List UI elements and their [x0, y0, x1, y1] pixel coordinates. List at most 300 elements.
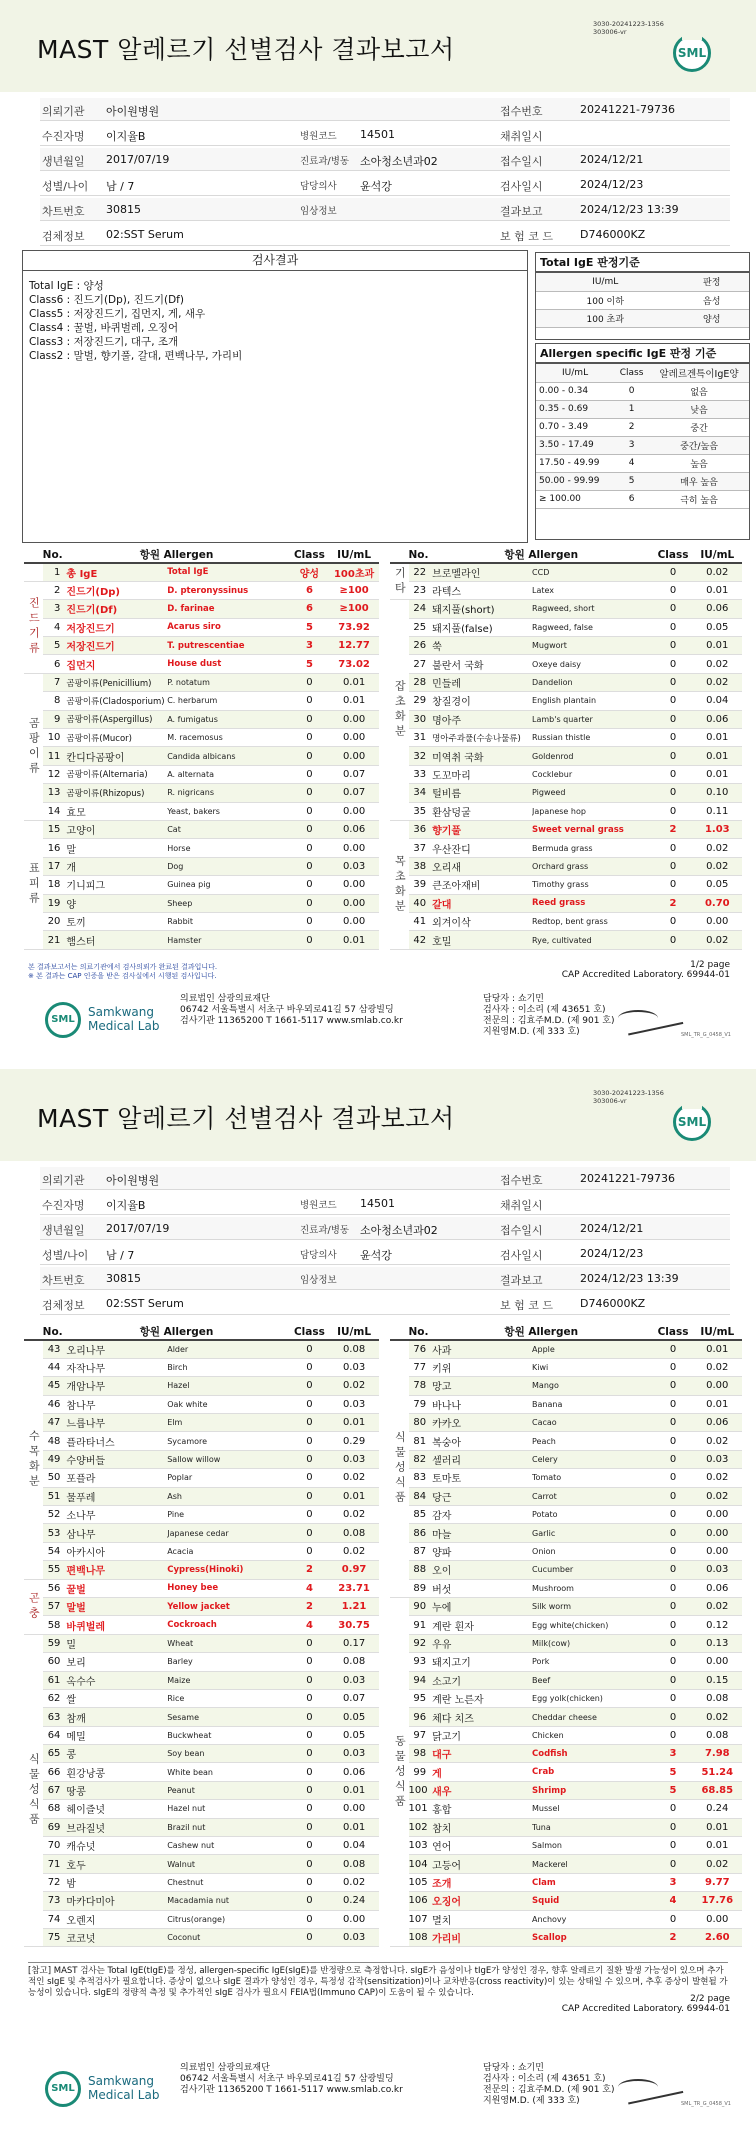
- allergen-name-en: Sheep: [167, 894, 289, 912]
- allergen-row: [390, 1689, 742, 1707]
- allergen-class: 5: [290, 618, 329, 636]
- allergen-name-en: Hamster: [167, 931, 289, 949]
- header-spacer: [390, 547, 409, 563]
- allergen-name-ko: 라텍스: [429, 581, 532, 599]
- page-number: 1/2 page CAP Accredited Laboratory. 69944-01: [561, 960, 730, 980]
- allergen-name-ko: 토끼: [63, 912, 167, 930]
- allergen-no: 85: [409, 1506, 430, 1524]
- allergen-class: 0: [290, 894, 329, 912]
- allergen-name-ko: 오렌지: [63, 1910, 167, 1928]
- info-value: 14501: [360, 128, 395, 141]
- allergen-class: 0: [653, 563, 692, 581]
- group-label: 동물성식품: [390, 1597, 409, 1946]
- info-value: 소아청소년과02: [360, 1224, 438, 1237]
- allergen-name-ko: 저장진드기: [63, 637, 167, 655]
- info-label: 접수번호: [500, 105, 543, 118]
- allergen-row: [390, 1432, 742, 1450]
- allergen-iu: 0.02: [693, 857, 742, 875]
- allergen-class: 0: [653, 1726, 692, 1744]
- allergen-class: 0: [290, 876, 329, 894]
- allergen-row: [24, 600, 379, 618]
- allergen-row: [390, 1377, 742, 1395]
- info-value: 2024/12/23: [580, 1247, 644, 1260]
- allergen-iu: 0.05: [693, 876, 742, 894]
- allergen-no: 43: [43, 1340, 64, 1358]
- allergen-name-ko: 보리: [63, 1653, 167, 1671]
- allergen-row: [390, 1542, 742, 1560]
- document-number: 3030-20241223-1356 303006-vr: [593, 20, 664, 36]
- signature-stroke: [618, 1010, 658, 1026]
- info-label: 접수번호: [500, 1174, 543, 1187]
- allergen-class: 0: [290, 1340, 329, 1358]
- allergen-iu: 1.03: [693, 820, 742, 838]
- allergen-name-en: Scallop: [532, 1929, 653, 1947]
- allergen-name-ko: 꿀벌: [63, 1579, 167, 1597]
- info-value: 윤석강: [360, 180, 392, 193]
- allergen-row: [390, 692, 742, 710]
- info-label: 보 험 코 드: [500, 1299, 553, 1312]
- allergen-name-en: Onion: [532, 1542, 653, 1560]
- info-label: 차트번호: [42, 1274, 85, 1287]
- allergen-class: 0: [653, 1542, 692, 1560]
- total-ige-criteria: [535, 252, 750, 340]
- criteria-cell: 0.35 - 0.69: [536, 400, 614, 418]
- info-value: 아이원병원: [106, 1174, 160, 1187]
- allergen-name-en: Anchovy: [532, 1910, 653, 1928]
- allergen-no: 84: [409, 1487, 430, 1505]
- allergen-name-en: Banana: [532, 1395, 653, 1413]
- allergen-iu: 0.01: [693, 637, 742, 655]
- allergen-name-ko: 개암나무: [63, 1377, 167, 1395]
- info-row: [40, 1242, 730, 1265]
- allergen-name-en: Chicken: [532, 1726, 653, 1744]
- info-label: 접수일시: [500, 1224, 543, 1237]
- allergen-class: 6: [290, 600, 329, 618]
- allergen-no: 2: [43, 581, 64, 599]
- result-text: Total IgE : 양성 Class6 : 진드기(Dp), 진드기(Df) Class5 : 저장진드기, 집먼지, 게, 새우 Class4 : 꿀벌, 바퀴벌레, 오징어 Class3 : 저장진드기, 대구, 조개 Class2 : 말벌, 향기풀, 갈대, 편백나무, 가리비: [29, 280, 243, 362]
- allergen-name-ko: 소고기: [429, 1671, 532, 1689]
- allergen-row: [24, 729, 379, 747]
- allergen-no: 33: [409, 765, 430, 783]
- allergen-name-en: Cheddar cheese: [532, 1708, 653, 1726]
- allergen-class: 0: [653, 747, 692, 765]
- allergen-iu: 0.06: [693, 710, 742, 728]
- allergen-name-en: Macadamia nut: [167, 1892, 289, 1910]
- allergen-name-ko: 사과: [429, 1340, 532, 1358]
- allergen-name-en: Dog: [167, 857, 289, 875]
- allergen-no: 27: [409, 655, 430, 673]
- allergen-name-ko: 갈대: [429, 894, 532, 912]
- info-label: 검사일시: [500, 1249, 543, 1262]
- allergen-iu: 0.02: [693, 1432, 742, 1450]
- allergen-iu: 0.97: [329, 1561, 379, 1579]
- allergen-no: 41: [409, 912, 430, 930]
- allergen-iu: 0.02: [693, 1487, 742, 1505]
- allergen-row: [24, 1910, 379, 1928]
- allergen-name-en: T. putrescentiae: [167, 637, 289, 655]
- allergen-row: [390, 1506, 742, 1524]
- allergen-name-en: Mugwort: [532, 637, 653, 655]
- allergen-name-en: Cockroach: [167, 1616, 289, 1634]
- allergen-iu: 0.00: [329, 1800, 379, 1818]
- allergen-iu: 0.00: [693, 1910, 742, 1928]
- allergen-iu: 0.03: [329, 1671, 379, 1689]
- allergen-name-en: Yellow jacket: [167, 1597, 289, 1615]
- info-value: 2024/12/23 13:39: [580, 203, 679, 216]
- allergen-name-ko: 아카시아: [63, 1542, 167, 1560]
- allergen-iu: 0.03: [329, 1358, 379, 1376]
- allergen-no: 57: [43, 1597, 64, 1615]
- allergen-no: 39: [409, 876, 430, 894]
- info-value: 14501: [360, 1197, 395, 1210]
- allergen-name-ko: 호두: [63, 1855, 167, 1873]
- allergen-name-en: Kiwi: [532, 1358, 653, 1376]
- lab-name: Samkwang Medical Lab: [88, 2074, 160, 2102]
- allergen-class: 0: [290, 1653, 329, 1671]
- allergen-name-en: Pork: [532, 1653, 653, 1671]
- allergen-iu: 23.71: [329, 1579, 379, 1597]
- allergen-class: 0: [290, 1395, 329, 1413]
- info-value: 20241221-79736: [580, 1172, 675, 1185]
- allergen-name-en: Total IgE: [167, 563, 289, 581]
- allergen-name-ko: 말벌: [63, 1597, 167, 1615]
- allergen-row: [390, 563, 742, 581]
- allergen-name-en: Guinea pig: [167, 876, 289, 894]
- allergen-no: 20: [43, 912, 64, 930]
- header-iu: IU/mL: [693, 547, 742, 563]
- header-spacer: [390, 1324, 409, 1340]
- allergen-name-ko: 삼나무: [63, 1524, 167, 1542]
- allergen-no: 70: [43, 1837, 64, 1855]
- allergen-class: 0: [290, 931, 329, 949]
- allergen-no: 88: [409, 1561, 430, 1579]
- criteria-cell: 높음: [649, 454, 749, 472]
- group-label: 진드기류: [24, 581, 43, 673]
- allergen-table-right: [390, 1324, 742, 1947]
- allergen-class: 0: [290, 1929, 329, 1947]
- info-label: 임상정보: [300, 206, 337, 217]
- allergen-name-ko: 메밀: [63, 1726, 167, 1744]
- criteria-cell: 매우 높음: [649, 472, 749, 490]
- info-row: [40, 123, 730, 146]
- allergen-class: 0: [653, 784, 692, 802]
- allergen-class: 0: [653, 1450, 692, 1468]
- group-label: 잡초화분: [390, 600, 409, 821]
- allergen-no: 89: [409, 1579, 430, 1597]
- allergen-name-ko: 고등어: [429, 1855, 532, 1873]
- allergen-name-en: English plantain: [532, 692, 653, 710]
- allergen-iu: 0.03: [329, 1929, 379, 1947]
- allergen-iu: 30.75: [329, 1616, 379, 1634]
- allergen-no: 47: [43, 1414, 64, 1432]
- allergen-no: 73: [43, 1892, 64, 1910]
- allergen-no: 21: [43, 931, 64, 949]
- allergen-row: [24, 1561, 379, 1579]
- allergen-name-ko: 오리나무: [63, 1340, 167, 1358]
- allergen-class: 0: [290, 673, 329, 691]
- allergen-class: 4: [290, 1616, 329, 1634]
- allergen-no: 23: [409, 581, 430, 599]
- allergen-no: 105: [409, 1873, 430, 1891]
- allergen-name-ko: 쑥: [429, 637, 532, 655]
- info-label: 접수일시: [500, 155, 543, 168]
- allergen-row: [390, 1450, 742, 1468]
- allergen-row: [390, 1855, 742, 1873]
- header-iu: IU/mL: [693, 1324, 742, 1340]
- info-value: 이지율B: [106, 1199, 146, 1212]
- allergen-iu: 1.21: [329, 1597, 379, 1615]
- allergen-class: 0: [653, 1524, 692, 1542]
- info-label: 의뢰기관: [42, 1174, 85, 1187]
- allergen-iu: 9.77: [693, 1873, 742, 1891]
- allergen-class: 0: [653, 802, 692, 820]
- allergen-row: [24, 692, 379, 710]
- allergen-iu: 0.02: [329, 1506, 379, 1524]
- header-class: Class: [653, 1324, 692, 1340]
- criteria-header: Class: [614, 364, 649, 382]
- allergen-no: 30: [409, 710, 430, 728]
- allergen-class: 0: [653, 1837, 692, 1855]
- allergen-class: 0: [653, 1340, 692, 1358]
- allergen-name-ko: 향기풀: [429, 820, 532, 838]
- group-label: 수목화분: [24, 1340, 43, 1579]
- allergen-iu: 0.02: [693, 1708, 742, 1726]
- allergen-no: 34: [409, 784, 430, 802]
- allergen-class: 0: [653, 1506, 692, 1524]
- allergen-iu: 0.01: [693, 1818, 742, 1836]
- allergen-row: [390, 1561, 742, 1579]
- allergen-name-ko: 밀: [63, 1634, 167, 1652]
- allergen-iu: 0.02: [693, 655, 742, 673]
- criteria-cell: 0.00 - 0.34: [536, 382, 614, 400]
- allergen-name-en: Acarus siro: [167, 618, 289, 636]
- allergen-name-en: Ash: [167, 1487, 289, 1505]
- criteria-cell: 0.70 - 3.49: [536, 418, 614, 436]
- allergen-row: [24, 618, 379, 636]
- allergen-iu: 0.02: [693, 839, 742, 857]
- lab-address: 의료법인 삼광의료재단 06742 서울특별시 서초구 바우뫼로41길 57 삼광빌딩 검사기관 11365200 T 1661-5117 www.smlab.co.kr: [180, 994, 403, 1026]
- allergen-class: 0: [290, 1414, 329, 1432]
- allergen-name-ko: 땅콩: [63, 1781, 167, 1799]
- allergen-class: 5: [653, 1763, 692, 1781]
- allergen-class: 0: [653, 1579, 692, 1597]
- sml-logo: SML: [673, 1103, 711, 1141]
- info-label: 검체정보: [42, 1299, 85, 1312]
- allergen-iu: 0.01: [329, 1414, 379, 1432]
- allergen-name-en: House dust: [167, 655, 289, 673]
- allergen-name-ko: 돼지풀(short): [429, 600, 532, 618]
- allergen-iu: 0.03: [693, 1450, 742, 1468]
- allergen-class: 0: [653, 1818, 692, 1836]
- report-title: MAST 알레르기 선별검사 결과보고서: [37, 1104, 455, 1133]
- allergen-name-en: Rabbit: [167, 912, 289, 930]
- allergen-iu: 0.05: [329, 1708, 379, 1726]
- allergen-name-en: Soy bean: [167, 1745, 289, 1763]
- allergen-iu: 12.77: [329, 637, 379, 655]
- info-label: 검사일시: [500, 180, 543, 193]
- allergen-name-en: Goldenrod: [532, 747, 653, 765]
- allergen-class: 0: [653, 839, 692, 857]
- allergen-name-en: CCD: [532, 563, 653, 581]
- allergen-class: 0: [290, 1818, 329, 1836]
- allergen-name-ko: 큰조아재비: [429, 876, 532, 894]
- allergen-iu: 0.06: [693, 1579, 742, 1597]
- allergen-name-ko: 쌀: [63, 1689, 167, 1707]
- allergen-iu: 0.29: [329, 1432, 379, 1450]
- allergen-row: [390, 820, 742, 838]
- allergen-iu: 0.03: [329, 1450, 379, 1468]
- allergen-no: 24: [409, 600, 430, 618]
- allergen-name-en: Egg yolk(chicken): [532, 1689, 653, 1707]
- allergen-class: 0: [290, 912, 329, 930]
- criteria-cell: ≥ 100.00: [536, 490, 614, 508]
- allergen-name-ko: 브로멜라인: [429, 563, 532, 581]
- allergen-name-en: Cacao: [532, 1414, 653, 1432]
- allergen-name-ko: 칸디다곰팡이: [63, 747, 167, 765]
- allergen-row: [24, 581, 379, 599]
- allergen-no: 56: [43, 1579, 64, 1597]
- allergen-class: 0: [290, 1763, 329, 1781]
- allergen-name-en: Hazel: [167, 1377, 289, 1395]
- allergen-row: [24, 710, 379, 728]
- report-page-2: [0, 1069, 756, 2138]
- allergen-class: 0: [653, 912, 692, 930]
- info-row: [40, 198, 730, 221]
- allergen-row: [24, 839, 379, 857]
- allergen-name-ko: 헤이즐넛: [63, 1800, 167, 1818]
- allergen-no: 77: [409, 1358, 430, 1376]
- allergen-name-en: Apple: [532, 1340, 653, 1358]
- form-code: SML_TR_G_0458_V1: [680, 2101, 731, 2107]
- allergen-name-ko: 창질경이: [429, 692, 532, 710]
- allergen-name-ko: 자작나무: [63, 1358, 167, 1376]
- allergen-row: [24, 1892, 379, 1910]
- allergen-row: [390, 784, 742, 802]
- info-value: D746000KZ: [580, 1297, 646, 1310]
- allergen-row: [390, 581, 742, 599]
- allergen-class: 0: [290, 1726, 329, 1744]
- allergen-name-en: Mushroom: [532, 1579, 653, 1597]
- allergen-name-ko: 저장진드기: [63, 618, 167, 636]
- allergen-row: [390, 618, 742, 636]
- allergen-iu: 0.00: [693, 912, 742, 930]
- header-no: No.: [409, 1324, 430, 1340]
- allergen-no: 101: [409, 1800, 430, 1818]
- allergen-name-ko: 플라타너스: [63, 1432, 167, 1450]
- allergen-name-ko: 느릅나무: [63, 1414, 167, 1432]
- allergen-row: [24, 1340, 379, 1358]
- allergen-class: 0: [290, 729, 329, 747]
- allergen-name-ko: 오이: [429, 1561, 532, 1579]
- header-class: Class: [290, 547, 329, 563]
- info-label: 보 험 코 드: [500, 230, 553, 243]
- allergen-name-ko: 조개: [429, 1873, 532, 1891]
- allergen-no: 58: [43, 1616, 64, 1634]
- allergen-row: [24, 857, 379, 875]
- allergen-no: 48: [43, 1432, 64, 1450]
- allergen-no: 61: [43, 1671, 64, 1689]
- allergen-iu: 0.02: [693, 1358, 742, 1376]
- info-label: 진료과/병동: [300, 1225, 350, 1236]
- info-label: 결과보고: [500, 1274, 543, 1287]
- allergen-name-ko: 브라질넛: [63, 1818, 167, 1836]
- allergen-class: 0: [653, 1358, 692, 1376]
- allergen-iu: 0.03: [693, 1561, 742, 1579]
- allergen-name-en: Garlic: [532, 1524, 653, 1542]
- allergen-class: 3: [653, 1873, 692, 1891]
- allergen-name-ko: 물푸레: [63, 1487, 167, 1505]
- allergen-name-en: Tomato: [532, 1469, 653, 1487]
- allergen-row: [24, 1929, 379, 1947]
- allergen-name-en: C. herbarum: [167, 692, 289, 710]
- allergen-row: [390, 1910, 742, 1928]
- allergen-no: 80: [409, 1414, 430, 1432]
- allergen-name-ko: 밤: [63, 1873, 167, 1891]
- allergen-class: 0: [290, 1708, 329, 1726]
- info-label: 생년월일: [42, 155, 85, 168]
- allergen-row: [24, 931, 379, 949]
- allergen-name-ko: 편백나무: [63, 1561, 167, 1579]
- group-label: 표피류: [24, 820, 43, 949]
- allergen-iu: 0.02: [693, 563, 742, 581]
- allergen-name-en: Rye, cultivated: [532, 931, 653, 949]
- allergen-name-ko: 진드기(Dp): [63, 581, 167, 599]
- allergen-iu: 68.85: [693, 1781, 742, 1799]
- allergen-name-ko: 망고: [429, 1377, 532, 1395]
- allergen-name-en: Sallow willow: [167, 1450, 289, 1468]
- allergen-class: 0: [290, 1781, 329, 1799]
- allergen-row: [390, 839, 742, 857]
- allergen-row: [390, 1745, 742, 1763]
- lab-note: 본 결과보고서는 의료기관에서 검사의뢰가 완료된 결과입니다. ※ 본 결과는 CAP 인증을 받은 검사실에서 시행된 검사입니다.: [28, 963, 218, 980]
- allergen-iu: 0.04: [329, 1837, 379, 1855]
- allergen-row: [24, 1487, 379, 1505]
- info-label: 의뢰기관: [42, 105, 85, 118]
- group-label: 식물성식품: [390, 1340, 409, 1597]
- allergen-name-en: P. notatum: [167, 673, 289, 691]
- info-row: [40, 1167, 730, 1190]
- allergen-class: 0: [653, 581, 692, 599]
- allergen-no: 59: [43, 1634, 64, 1652]
- allergen-iu: 0.03: [329, 1745, 379, 1763]
- document-number: 3030-20241223-1356 303006-vr: [593, 1089, 664, 1105]
- allergen-iu: 0.01: [329, 1781, 379, 1799]
- allergen-no: 98: [409, 1745, 430, 1763]
- allergen-class: 0: [290, 802, 329, 820]
- allergen-table-left: [24, 547, 379, 950]
- info-value: 02:SST Serum: [106, 1297, 184, 1310]
- allergen-name-ko: 집먼지: [63, 655, 167, 673]
- allergen-iu: 0.00: [329, 802, 379, 820]
- allergen-class: 0: [290, 1837, 329, 1855]
- criteria-header: IU/mL: [536, 364, 614, 382]
- allergen-row: [390, 655, 742, 673]
- specific-ige-table: [536, 364, 749, 509]
- allergen-class: 0: [290, 1873, 329, 1891]
- allergen-name-en: Squid: [532, 1892, 653, 1910]
- info-label: 임상정보: [300, 1275, 337, 1286]
- allergen-name-ko: 효모: [63, 802, 167, 820]
- criteria-cell: 3: [614, 436, 649, 454]
- allergen-row: [24, 1763, 379, 1781]
- specific-ige-title: Allergen specific IgE 판정 기준: [536, 344, 749, 364]
- allergen-name-ko: 토마토: [429, 1469, 532, 1487]
- allergen-name-en: Poplar: [167, 1469, 289, 1487]
- allergen-row: [390, 1597, 742, 1615]
- lab-address: 의료법인 삼광의료재단 06742 서울특별시 서초구 바우뫼로41길 57 삼광빌딩 검사기관 11365200 T 1661-5117 www.smlab.co.kr: [180, 2063, 403, 2095]
- allergen-class: 0: [290, 1910, 329, 1928]
- allergen-no: 66: [43, 1763, 64, 1781]
